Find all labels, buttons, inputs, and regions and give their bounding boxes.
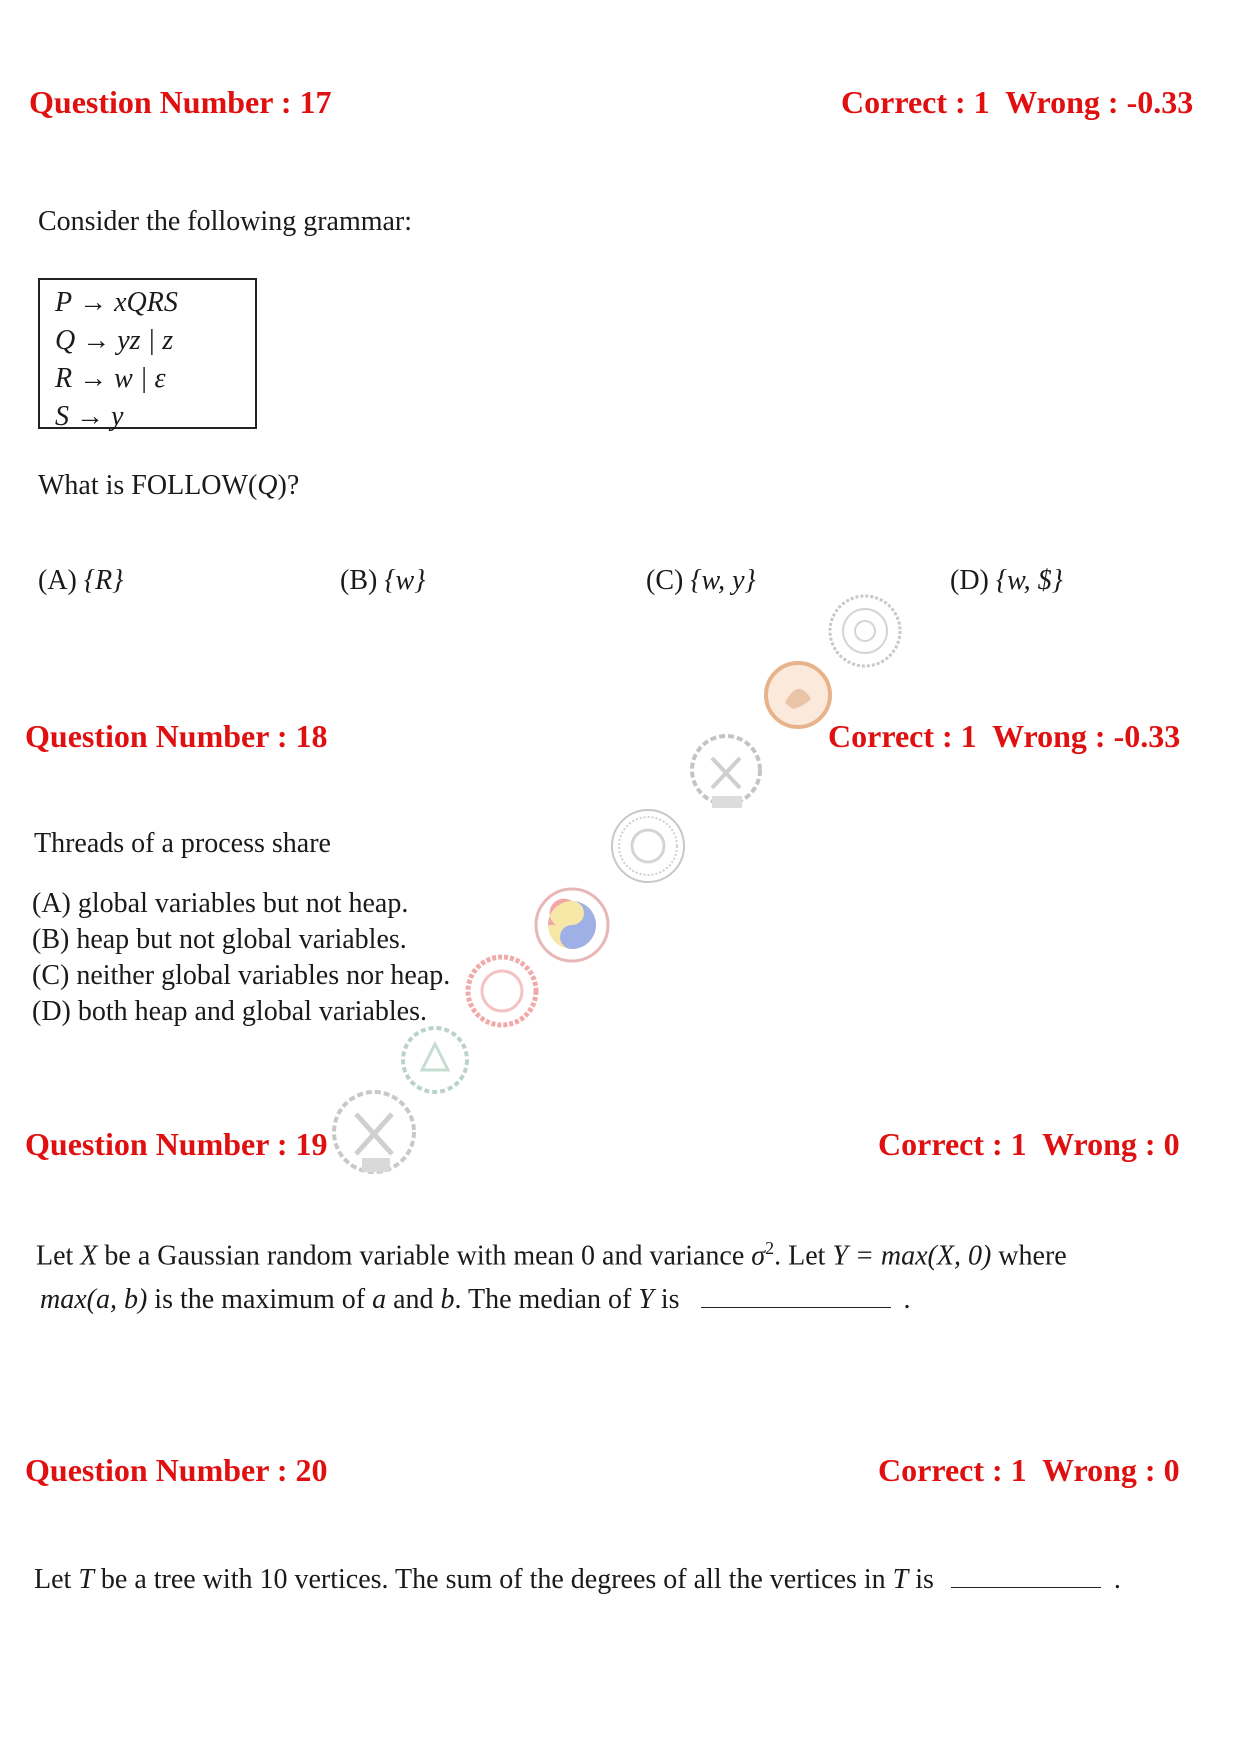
question-17-marks: Correct : 1 Wrong : -0.33 (841, 84, 1194, 120)
iit-seal-icon-6 (464, 953, 540, 1029)
option-a: (A) global variables but not heap. (32, 888, 409, 919)
question-20-header: Question Number : 20 (25, 1452, 328, 1488)
option-text: {w, y} (690, 565, 756, 596)
variable-t: T (78, 1564, 94, 1595)
option-label: (D) (950, 565, 989, 596)
grammar-rule (55, 360, 255, 398)
option-text: {w} (384, 565, 426, 596)
grammar-lhs: Q (55, 325, 76, 356)
grammar-arrow: → (69, 401, 111, 432)
option-label: (A) (38, 565, 77, 596)
question-17-intro: Consider the following grammar: (38, 206, 413, 237)
option-a (38, 565, 123, 597)
period: . (903, 1284, 911, 1315)
option-c (646, 565, 756, 597)
variable-b: b (440, 1284, 455, 1315)
grammar-lhs: S (55, 401, 69, 432)
sigma-symbol: σ (751, 1240, 766, 1272)
text: and variance (595, 1240, 752, 1272)
option-d (950, 565, 1063, 597)
text: . The median of (454, 1284, 639, 1315)
question-19-line-2 (40, 1284, 911, 1316)
question-19-header: Question Number : 19 (25, 1126, 328, 1162)
option-text: {R} (83, 565, 124, 596)
text: Let (34, 1564, 79, 1595)
grammar-lhs: P (55, 287, 73, 318)
variable-t: T (892, 1564, 909, 1595)
grammar-rule (55, 284, 255, 322)
text: Let (36, 1240, 81, 1272)
answer-blank[interactable] (951, 1565, 1101, 1588)
iit-seal-icon-5 (532, 885, 612, 965)
option-label: (B) (340, 565, 378, 596)
option-text: {w, $} (995, 565, 1063, 596)
grammar-box (38, 278, 257, 432)
question-20-marks: Correct : 1 Wrong : 0 (878, 1452, 1180, 1488)
grammar-rule (55, 398, 255, 436)
variable-y: Y (638, 1284, 654, 1315)
question-18-marks: Correct : 1 Wrong : -0.33 (828, 718, 1181, 754)
iit-seal-icon-2 (763, 657, 833, 733)
period: . (1113, 1564, 1121, 1595)
iit-seal-icon-3 (682, 728, 770, 818)
question-19-line-1 (36, 1238, 1067, 1272)
grammar-arrow: → (72, 363, 115, 394)
max-function: max(a, b) (40, 1284, 148, 1315)
prompt-var: Q (257, 470, 278, 501)
option-d: (D) both heap and global variables. (32, 996, 427, 1027)
option-c: (C) neither global variables nor heap. (32, 960, 451, 991)
question-17-header: Question Number : 17 (29, 84, 332, 120)
option-b: (B) heap but not global variables. (32, 924, 407, 955)
variable-x: X (80, 1240, 98, 1272)
grammar-rule (55, 322, 255, 360)
prompt-prefix: What is FOLLOW( (38, 470, 258, 501)
grammar-rhs: w | ε (114, 363, 166, 394)
text: be a Gaussian random variable with mean (97, 1240, 582, 1272)
text: is the maximum of (147, 1284, 373, 1315)
grammar-rhs: y (111, 401, 124, 432)
text: is (908, 1564, 934, 1595)
iit-seal-icon-1 (826, 592, 904, 670)
iit-seal-icon-8 (326, 1084, 422, 1180)
option-b (340, 565, 425, 597)
option-label: (C) (646, 565, 684, 596)
iit-seal-icon-4 (608, 806, 688, 886)
question-20-line (34, 1564, 1121, 1596)
question-18-stem: Threads of a process share (34, 828, 331, 859)
max-expression: Y = max(X, 0) (832, 1240, 992, 1272)
prompt-suffix: )? (277, 470, 300, 501)
grammar-rhs: yz | z (117, 325, 174, 356)
text: is (653, 1284, 680, 1315)
answer-blank[interactable] (701, 1285, 891, 1308)
text: be a tree with 10 vertices. The sum of the degrees of all the vertices in (93, 1564, 893, 1595)
number-zero: 0 (581, 1240, 596, 1272)
text: and (386, 1284, 441, 1315)
text: . Let (774, 1240, 833, 1272)
question-19-marks: Correct : 1 Wrong : 0 (878, 1126, 1180, 1162)
grammar-arrow: → (72, 287, 115, 318)
grammar-rhs: xQRS (114, 287, 178, 318)
grammar-arrow: → (75, 325, 118, 356)
text: where (991, 1240, 1067, 1272)
question-18-header: Question Number : 18 (25, 718, 328, 754)
superscript: 2 (765, 1238, 775, 1258)
variable-a: a (372, 1284, 387, 1315)
question-17-prompt (38, 470, 299, 502)
grammar-lhs: R (55, 363, 73, 394)
question-18-options (32, 886, 450, 1030)
